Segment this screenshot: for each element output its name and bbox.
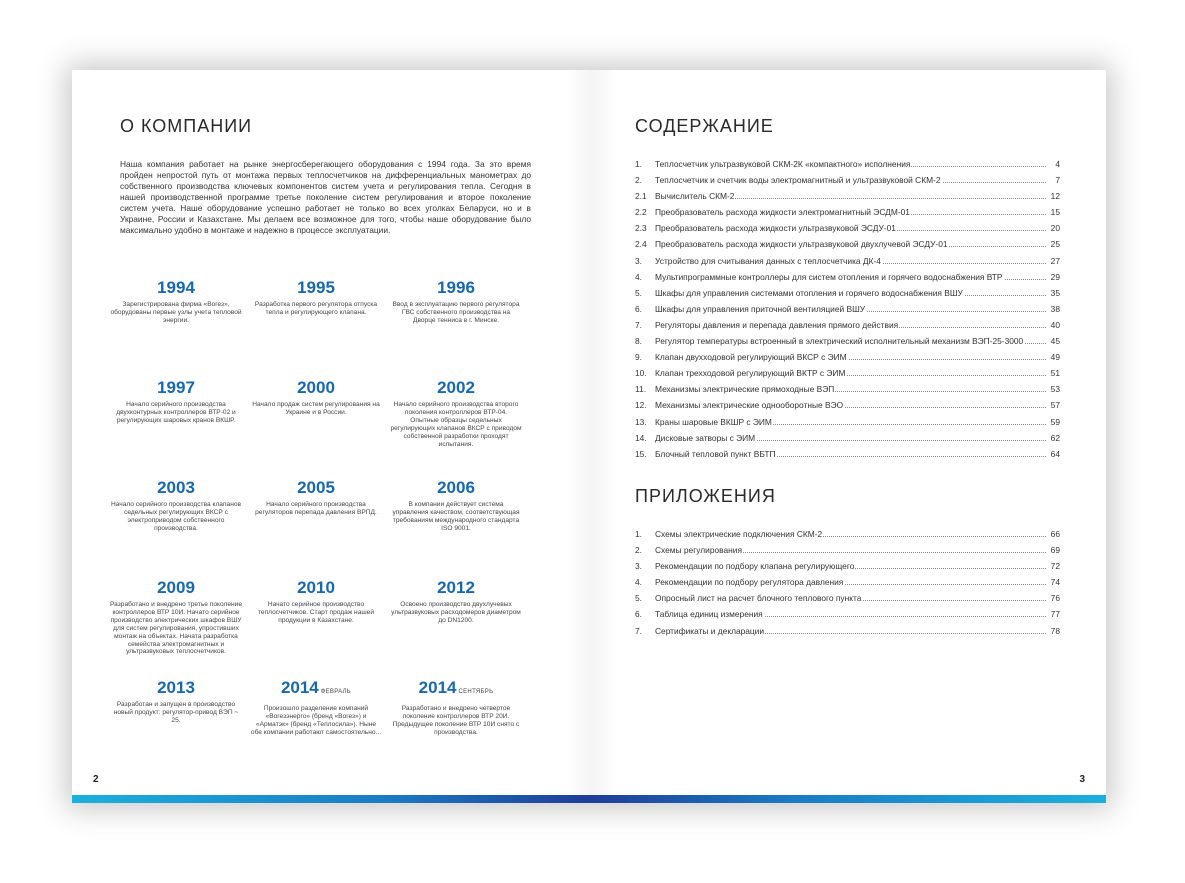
- toc-entry: [635, 188, 1060, 204]
- timeline-item: [110, 678, 242, 725]
- timeline-month: ФЕВРАЛЬ: [320, 689, 352, 695]
- toc-entry: [635, 301, 1060, 317]
- timeline-item: [390, 478, 522, 533]
- toc-entry-title: Шкафы для управления приточной вентиляцией ВШУ: [655, 301, 866, 317]
- toc-entry-number: 13.: [635, 416, 647, 427]
- toc-entry: [635, 204, 1060, 220]
- toc-entry: [635, 606, 1060, 622]
- page-number-right: 3: [1079, 774, 1085, 785]
- toc-entry-title: Краны шаровые ВКШР с ЭИМ: [655, 414, 773, 430]
- toc-entry-title: Схемы электрические подключения СКМ-2: [655, 526, 823, 542]
- timeline-year: [110, 278, 242, 298]
- toc-entry-title: Регуляторы давления и перепада давления прямого действия: [655, 317, 899, 333]
- toc-entry-number: 7.: [635, 319, 642, 330]
- toc-entry-page: 15: [1049, 204, 1060, 220]
- toc-entry-title: Шкафы для управления системами отопления и горячего водоснабжения ВШУ: [655, 285, 964, 301]
- timeline-year-value: 1996: [437, 278, 475, 297]
- toc-entry-title: Клапан двухходовой регулирующий ВКСР с ЭИМ: [655, 349, 848, 365]
- toc-entry: [635, 253, 1060, 269]
- toc-entry-number: 8.: [635, 336, 642, 347]
- toc-entry: [635, 156, 1060, 172]
- timeline-month: СЕНТЯБРЬ: [458, 689, 494, 695]
- toc-entry-title: Теплосчетчик и счетчик воды электромагнитный и ультразвуковой СКМ-2: [655, 172, 942, 188]
- toc-entry-title: Сертификаты и декларации: [655, 623, 765, 639]
- appendix-title: ПРИЛОЖЕНИЯ: [635, 486, 776, 506]
- toc-entry-title: Преобразователь расхода жидкости электромагнитный ЭСДМ-01: [655, 204, 911, 220]
- toc-entry: [635, 381, 1060, 397]
- toc-entry-number: 4.: [635, 577, 642, 588]
- timeline-description: Начало серийного производства второго поколения контроллеров ВТР-04. Опытные образцы седельных регулирующих клапанов ВКСР с приводом собственной разработки проходят испытания.: [390, 401, 522, 448]
- toc-entry-number: 2.2: [635, 207, 647, 218]
- toc-entry-title: Регулятор температуры встроенный в электрический исполнительный механизм ВЭП-25-3000: [655, 333, 1024, 349]
- toc-entry-title: Вычислитель СКМ-2: [655, 188, 735, 204]
- toc-entry: [635, 574, 1060, 590]
- toc-entry-page: 20: [1049, 220, 1060, 236]
- toc-entry-title: Клапан трехходовой регулирующий ВКТР с ЭИМ: [655, 365, 846, 381]
- toc-entry-number: 9.: [635, 352, 642, 363]
- brochure-spread: [72, 70, 1106, 803]
- timeline-year-value: 2009: [157, 578, 195, 597]
- toc-entry: [635, 333, 1060, 349]
- timeline-description: Начато серийное производство теплосчетчиков. Старт продаж нашей продукции в Казахстане.: [257, 601, 375, 624]
- timeline-year-value: 2013: [157, 678, 195, 697]
- timeline-item: [250, 578, 382, 625]
- toc-entry-number: 4.: [635, 271, 642, 282]
- toc-entry-number: 6.: [635, 609, 642, 620]
- toc-entry: [635, 397, 1060, 413]
- toc-entry: [635, 349, 1060, 365]
- toc-entry-page: 72: [1049, 558, 1060, 574]
- toc-entry: [635, 542, 1060, 558]
- toc-entry-number: 12.: [635, 400, 647, 411]
- timeline-year-value: 2002: [437, 378, 475, 397]
- timeline-description: В компании действует система управления качеством, соответствующая требованиям международного стандарта ISO 9001.: [392, 501, 520, 532]
- timeline-description: Освоено производство двухлучевых ультразвуковых расходомеров диаметром до DN1200.: [391, 601, 521, 624]
- timeline-item: [250, 678, 382, 737]
- contents-title: СОДЕРЖАНИЕ: [635, 116, 774, 136]
- timeline-description: Ввод в эксплуатацию первого регулятора ГВС собственного производства на Дворце тенниса в г. Минске.: [392, 301, 520, 324]
- timeline-description: Начало серийного производства регуляторов перепада давления ВРПД.: [255, 501, 377, 516]
- timeline-year-value: 2006: [437, 478, 475, 497]
- timeline-item: [250, 478, 382, 517]
- timeline-year: [390, 278, 522, 298]
- toc-entry-title: Теплосчетчик ультразвуковой СКМ-2К «компактного» исполнения: [655, 156, 911, 172]
- toc-entry-title: Механизмы электрические прямоходные ВЭП: [655, 381, 835, 397]
- toc-entry-number: 11.: [635, 384, 647, 395]
- toc-entry-title: Опросный лист на расчет блочного теплового пункта: [655, 590, 862, 606]
- timeline-year: [250, 278, 382, 298]
- toc-entry-number: 5.: [635, 287, 642, 298]
- toc-entry: [635, 558, 1060, 574]
- toc-entry-number: 5.: [635, 593, 642, 604]
- toc-entry-number: 2.: [635, 545, 642, 556]
- toc-entry: [635, 430, 1060, 446]
- toc-entry: [635, 172, 1060, 188]
- toc-entry-number: 3.: [635, 255, 642, 266]
- toc-entry-title: Преобразователь расхода жидкости ультразвуковой двухлучевой ЭСДУ-01: [655, 236, 949, 252]
- timeline-description: Разработан и запущен в производство новый продукт: регулятор-привод ВЭП ~ 25.: [113, 701, 239, 724]
- timeline-year-value: 2012: [437, 578, 475, 597]
- timeline-item: [250, 278, 382, 317]
- toc-entry-number: 1.: [635, 529, 642, 539]
- toc-entry-page: 74: [1049, 574, 1060, 590]
- toc-entry-page: 53: [1049, 381, 1060, 397]
- timeline-item: [250, 378, 382, 417]
- timeline-year: [110, 678, 242, 698]
- timeline-year-value: 1994: [157, 278, 195, 297]
- toc-entry: [635, 220, 1060, 236]
- toc-entry-page: 29: [1049, 269, 1060, 285]
- toc-entry-number: 15.: [635, 448, 647, 459]
- timeline-item: [110, 278, 242, 325]
- toc-entry-page: 4: [1053, 156, 1060, 172]
- timeline-description: Начало серийного производства клапанов седельных регулирующих ВКСР с электроприводом собственного производства.: [110, 501, 242, 532]
- timeline-year: [390, 578, 522, 598]
- timeline-description: Произошло разделение компаний «Вогезэнерго» (бренд «Вогез») и «Арматэк» (бренд «Теплосила»). Ныне обе компании работают самостоятельно...: [250, 705, 382, 736]
- toc-entry-page: 57: [1049, 397, 1060, 413]
- toc-entry-page: 12: [1049, 188, 1060, 204]
- toc-entry-page: 62: [1049, 430, 1060, 446]
- timeline-year: [110, 378, 242, 398]
- timeline-item: [390, 678, 522, 737]
- toc-entry: [635, 317, 1060, 333]
- timeline-year-value: 2003: [157, 478, 195, 497]
- timeline-description: Начало продаж систем регулирования на Украине и в России.: [252, 401, 380, 416]
- timeline-year: [250, 378, 382, 398]
- timeline-year-value: 1995: [297, 278, 335, 297]
- toc-entry-title: Преобразователь расхода жидкости ультразвуковой ЭСДУ-01: [655, 220, 897, 236]
- toc-entry-page: 69: [1049, 542, 1060, 558]
- timeline-description: Зарегистрирована фирма «Вогез», оборудованы первые узлы учета тепловой энергии.: [110, 301, 242, 324]
- toc-entry: [635, 526, 1060, 542]
- timeline-year: [110, 478, 242, 498]
- toc-entry-page: 40: [1049, 317, 1060, 333]
- toc-entry-page: 45: [1049, 333, 1060, 349]
- toc-entry-page: 38: [1049, 301, 1060, 317]
- appendix-list: [635, 526, 1060, 639]
- toc-entry-number: 7.: [635, 625, 642, 636]
- toc-entry: [635, 446, 1060, 462]
- toc-entry-page: 7: [1053, 172, 1060, 188]
- timeline-year: [390, 478, 522, 498]
- timeline-year: [250, 478, 382, 498]
- toc-entry-page: 27: [1049, 253, 1060, 269]
- toc-entry-title: Мультипрограммные контроллеры для систем отопления и горячего водоснабжения ВТР: [655, 269, 1004, 285]
- toc-entry-number: 3.: [635, 561, 642, 572]
- timeline-item: [390, 278, 522, 325]
- toc-entry-page: 51: [1049, 365, 1060, 381]
- toc-entry-number: 1.: [635, 159, 642, 169]
- timeline-item: [110, 478, 242, 533]
- toc-entry: [635, 623, 1060, 639]
- toc-entry-title: Рекомендации по подбору клапана регулирующего: [655, 558, 855, 574]
- toc-entry: [635, 590, 1060, 606]
- toc-entry-page: 25: [1049, 236, 1060, 252]
- toc-entry-number: 2.4: [635, 239, 647, 250]
- company-intro-paragraph: Наша компания работает на рынке энергосберегающего оборудования с 1994 года. За это время пройден непростой путь от монтажа первых теплосчетчиков на дифференциальных манометрах до собственного производства ключевых компонентов систем учета и регулирования тепла. Сегодня в нашей производственной программе третье поколение систем регулирования и второе поколение систем учета. Наше оборудование успешно работает не только во всех уголках Беларуси, но и в Украине, России и Казахстане. Мы делаем все возможное для того, чтобы наше оборудование было максимально удобно в монтаже и надежно в процессе эксплуатации.: [120, 159, 531, 235]
- page-number-left: 2: [93, 774, 99, 785]
- about-company-title: О КОМПАНИИ: [120, 116, 253, 136]
- bottom-color-bar: [72, 795, 1106, 803]
- toc-entry-page: 64: [1049, 446, 1060, 462]
- toc-entry-page: 35: [1049, 285, 1060, 301]
- toc-entry-page: 77: [1049, 606, 1060, 622]
- timeline-description: Начало серийного производства двухконтурных контроллеров ВТР-02 и регулирующих шаровых кранов ВКШР.: [116, 401, 236, 424]
- toc-entry: [635, 236, 1060, 252]
- timeline-year-value: 2014: [280, 678, 319, 697]
- toc-entry-title: Блочный тепловой пункт ВБТП: [655, 446, 777, 462]
- toc-entry-title: Рекомендации по подбору регулятора давления: [655, 574, 844, 590]
- timeline-item: [390, 578, 522, 625]
- timeline-description: Разработано и внедрено четвертое поколение контроллеров ВТР 20И. Предыдущее поколение ВТР 10И снято с производства.: [392, 705, 520, 736]
- toc-entry-number: 10.: [635, 368, 647, 379]
- toc-entry-title: Механизмы электрические однооборотные ВЭО: [655, 397, 844, 413]
- contents-list: [635, 156, 1060, 462]
- timeline-year-value: 2005: [297, 478, 335, 497]
- toc-entry-number: 2.: [635, 175, 642, 186]
- timeline-item: [110, 578, 242, 656]
- timeline-description: Разработано и внедрено третье поколение контроллеров ВТР 10И. Начато серийное производство электрических шкафов ВШУ для систем регулирования, упростивших монтаж на объектах. Начата разработка семейства электромагнитных и ультразвуковых теплосчетчиков.: [110, 601, 242, 656]
- toc-entry-number: 6.: [635, 303, 642, 314]
- page-gutter: [567, 70, 617, 803]
- timeline-year: [110, 578, 242, 598]
- timeline-year: [390, 378, 522, 398]
- toc-entry-title: Таблица единиц измерения: [655, 606, 764, 622]
- toc-entry-page: 59: [1049, 414, 1060, 430]
- toc-entry-page: 78: [1049, 623, 1060, 639]
- timeline-year-value: 2000: [297, 378, 335, 397]
- toc-entry-page: 49: [1049, 349, 1060, 365]
- timeline-year: [250, 578, 382, 598]
- toc-entry-number: 14.: [635, 432, 647, 443]
- toc-entry-page: 76: [1049, 590, 1060, 606]
- toc-entry-number: 2.3: [635, 223, 647, 234]
- toc-entry-title: Устройство для считывания данных с теплосчетчика ДК-4: [655, 253, 882, 269]
- timeline-year: [390, 678, 522, 702]
- timeline-year: [250, 678, 382, 702]
- toc-entry-title: Дисковые затворы с ЭИМ: [655, 430, 756, 446]
- toc-entry-title: Схемы регулирования: [655, 542, 743, 558]
- timeline-item: [110, 378, 242, 425]
- toc-entry: [635, 269, 1060, 285]
- timeline-description: Разработка первого регулятора отпуска тепла и регулирующего клапана.: [254, 301, 378, 316]
- timeline-item: [390, 378, 522, 448]
- timeline-year-value: 1997: [157, 378, 195, 397]
- toc-entry: [635, 285, 1060, 301]
- toc-entry: [635, 414, 1060, 430]
- toc-entry-number: 2.1: [635, 191, 647, 202]
- toc-entry-page: 66: [1049, 526, 1060, 542]
- timeline-year-value: 2014: [418, 678, 457, 697]
- timeline-year-value: 2010: [297, 578, 335, 597]
- toc-entry: [635, 365, 1060, 381]
